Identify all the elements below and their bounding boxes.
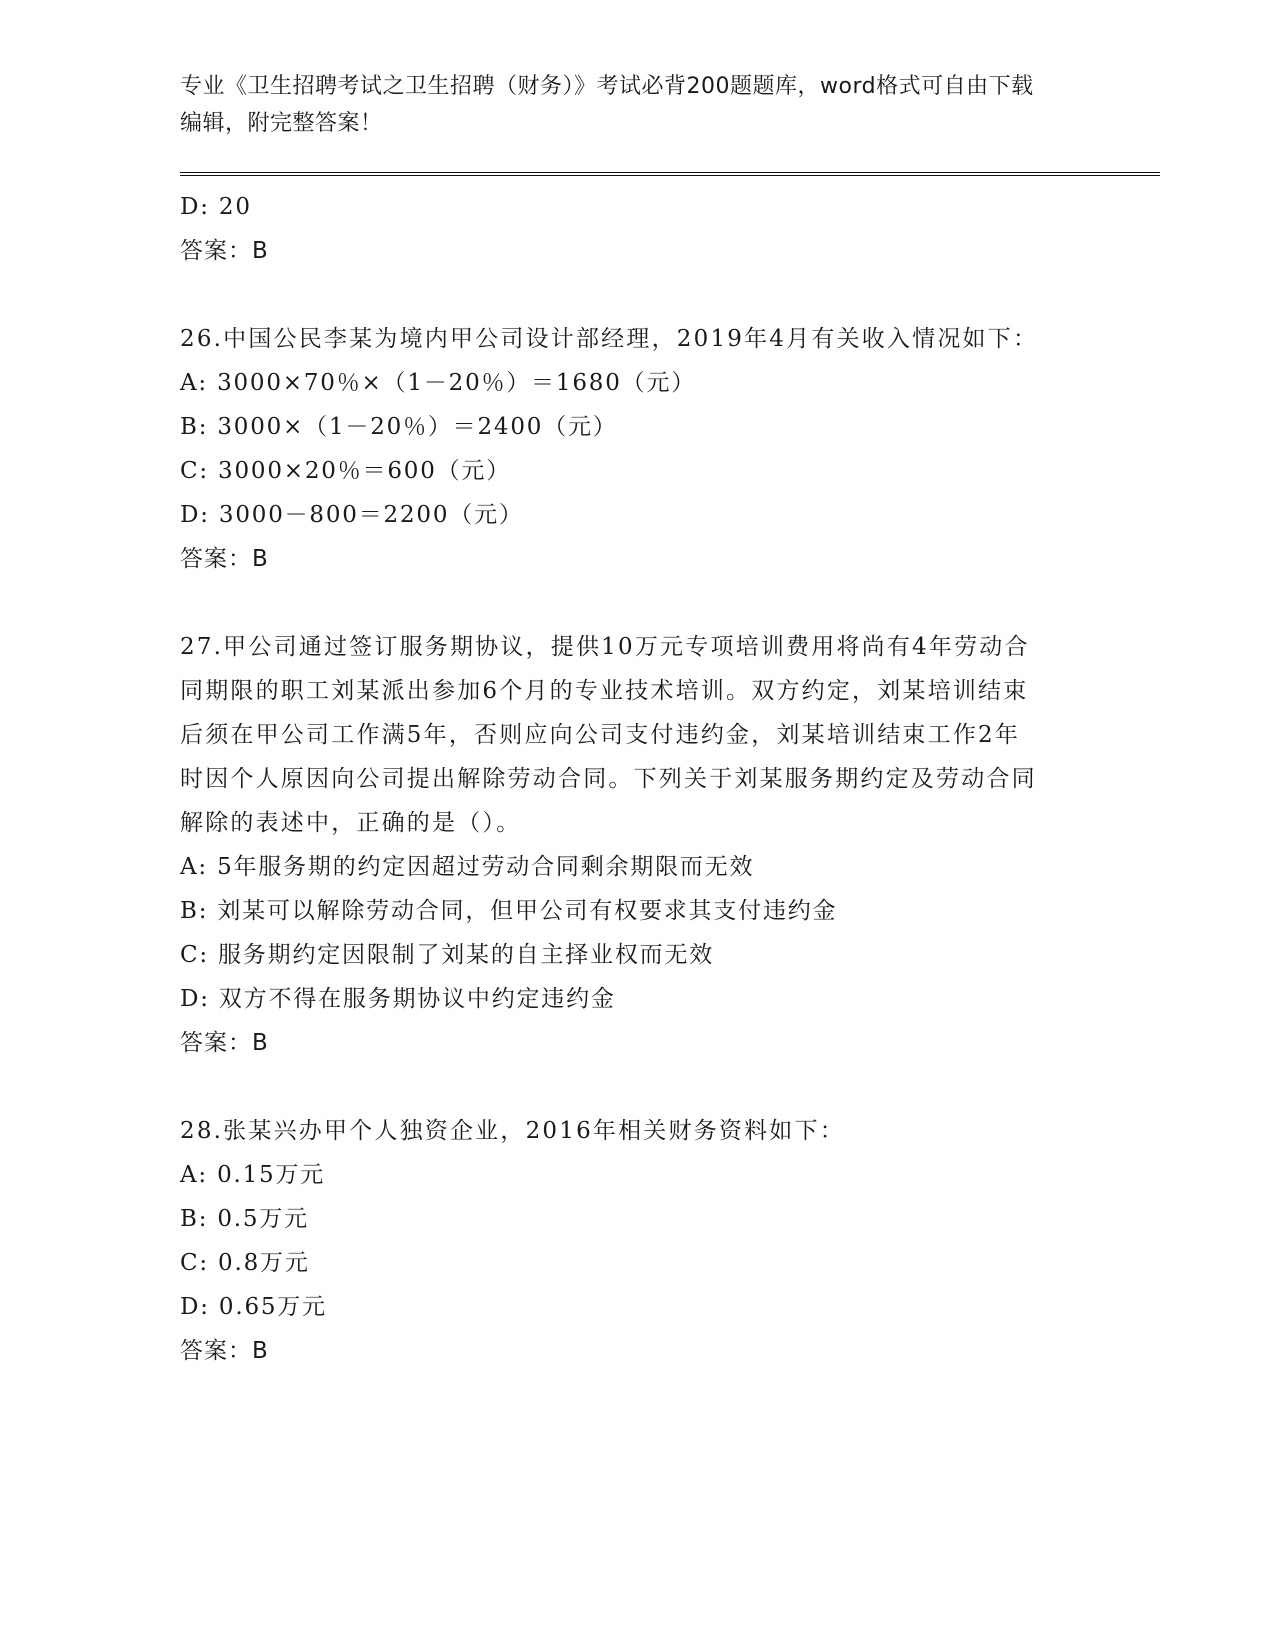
answer: 答案：B xyxy=(180,1030,269,1056)
option-c: C: 服务期约定因限制了刘某的自主择业权而无效 xyxy=(180,942,715,968)
option-b: B: 3000×（1－20％）＝2400（元） xyxy=(180,414,618,440)
document-content xyxy=(180,185,1160,1373)
question-text: 27.甲公司通过签订服务期协议，提供10万元专项培训费用将尚有4年劳动合同期限的职工刘某派出参加6个月的专业技术培训。双方约定，刘某培训结束后须在甲公司工作满5年，否则应向公司支付违约金，刘某培训结束工作2年时因个人原因向公司提出解除劳动合同。下列关于刘某服务期约定及劳动合同解除的表述中，正确的是（）。 xyxy=(180,634,1037,836)
document-page xyxy=(180,68,1160,1373)
spacer xyxy=(180,1065,1160,1109)
header-divider xyxy=(180,172,1160,176)
option-c: C: 3000×20％＝600（元） xyxy=(180,458,512,484)
question-27 xyxy=(180,625,1160,1065)
question-28 xyxy=(180,1109,1160,1373)
option-a: A: 5年服务期的约定因超过劳动合同剩余期限而无效 xyxy=(180,854,755,880)
option-d: D: 3000－800＝2200（元） xyxy=(180,502,524,528)
answer: 答案：B xyxy=(180,238,269,264)
option-b: B: 0.5万元 xyxy=(180,1206,309,1232)
option-b: B: 刘某可以解除劳动合同，但甲公司有权要求其支付违约金 xyxy=(180,898,838,924)
question-text: 26.中国公民李某为境内甲公司设计部经理，2019年4月有关收入情况如下： xyxy=(180,326,1039,352)
option-c: C: 0.8万元 xyxy=(180,1250,310,1276)
option-d: D: 双方不得在服务期协议中约定违约金 xyxy=(180,986,616,1012)
question-26 xyxy=(180,317,1160,581)
answer: 答案：B xyxy=(180,1338,269,1364)
option-d: D: 20 xyxy=(180,194,252,220)
question-text: 28.张某兴办甲个人独资企业，2016年相关财务资料如下： xyxy=(180,1118,845,1144)
answer: 答案：B xyxy=(180,546,269,572)
option-a: A: 3000×70％×（1－20％）＝1680（元） xyxy=(180,370,697,396)
spacer xyxy=(180,273,1160,317)
document-header: 专业《卫生招聘考试之卫生招聘（财务）》考试必背200题题库，word格式可自由下载编辑，附完整答案！ xyxy=(180,74,1034,136)
option-d: D: 0.65万元 xyxy=(180,1294,327,1320)
spacer xyxy=(180,581,1160,625)
option-a: A: 0.15万元 xyxy=(180,1162,326,1188)
